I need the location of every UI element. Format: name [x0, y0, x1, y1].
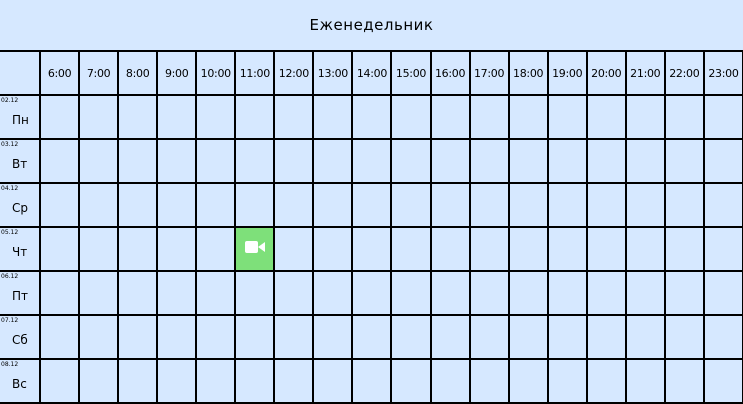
hour-header: 6:00: [40, 51, 79, 95]
time-slot[interactable]: [274, 271, 313, 315]
time-slot[interactable]: [40, 183, 79, 227]
time-slot[interactable]: [431, 183, 470, 227]
day-date: 05.12: [1, 229, 19, 236]
time-slot[interactable]: [665, 227, 704, 271]
time-slot[interactable]: [626, 95, 665, 139]
time-slot[interactable]: [235, 183, 274, 227]
time-slot[interactable]: [665, 315, 704, 359]
time-slot[interactable]: [431, 227, 470, 271]
time-slot[interactable]: [40, 315, 79, 359]
time-slot[interactable]: [587, 359, 626, 403]
weekly-schedule-grid: [0, 50, 743, 404]
day-date: 03.12: [1, 141, 19, 148]
time-slot[interactable]: [196, 183, 235, 227]
time-slot[interactable]: [587, 183, 626, 227]
time-slot[interactable]: [274, 359, 313, 403]
time-slot[interactable]: [313, 271, 352, 315]
time-slot[interactable]: [665, 139, 704, 183]
time-slot[interactable]: [274, 227, 313, 271]
time-slot[interactable]: [509, 315, 548, 359]
time-slot[interactable]: [704, 315, 743, 359]
time-slot[interactable]: [274, 139, 313, 183]
time-slot[interactable]: [352, 227, 391, 271]
day-date: 07.12: [1, 317, 19, 324]
day-name: Пт: [12, 289, 29, 303]
time-slot[interactable]: [118, 271, 157, 315]
time-slot[interactable]: [196, 359, 235, 403]
time-slot[interactable]: [196, 139, 235, 183]
day-label-cell: [0, 139, 40, 183]
day-label-cell: [0, 359, 40, 403]
hour-header: 8:00: [118, 51, 157, 95]
day-date: 02.12: [1, 97, 19, 104]
time-slot[interactable]: [79, 359, 118, 403]
time-slot[interactable]: [235, 139, 274, 183]
hour-header: 14:00: [352, 51, 391, 95]
time-slot[interactable]: [626, 315, 665, 359]
time-slot[interactable]: [274, 183, 313, 227]
time-slot[interactable]: [587, 271, 626, 315]
hour-header: 12:00: [274, 51, 313, 95]
time-slot[interactable]: [509, 271, 548, 315]
time-slot[interactable]: [79, 95, 118, 139]
time-slot[interactable]: [587, 227, 626, 271]
time-slot[interactable]: [391, 227, 430, 271]
time-slot[interactable]: [118, 315, 157, 359]
time-slot[interactable]: [704, 359, 743, 403]
time-slot[interactable]: [431, 95, 470, 139]
time-slot[interactable]: [40, 95, 79, 139]
time-slot[interactable]: [548, 271, 587, 315]
day-row: [0, 139, 743, 183]
time-slot[interactable]: [157, 359, 196, 403]
time-slot[interactable]: [313, 315, 352, 359]
time-slot[interactable]: [548, 95, 587, 139]
time-slot[interactable]: [665, 271, 704, 315]
time-slot[interactable]: [665, 359, 704, 403]
time-slot[interactable]: [313, 139, 352, 183]
time-slot[interactable]: [391, 271, 430, 315]
hour-header: 13:00: [313, 51, 352, 95]
time-slot[interactable]: [196, 315, 235, 359]
time-slot[interactable]: [352, 95, 391, 139]
video-camera-icon[interactable]: [244, 239, 266, 255]
time-slot[interactable]: [587, 315, 626, 359]
hour-header: 10:00: [196, 51, 235, 95]
day-row: [0, 227, 743, 271]
day-row: [0, 359, 743, 403]
time-slot[interactable]: [274, 95, 313, 139]
time-slot[interactable]: [431, 139, 470, 183]
day-name: Чт: [12, 245, 28, 259]
time-slot[interactable]: [196, 227, 235, 271]
time-slot[interactable]: [157, 95, 196, 139]
hour-header: 16:00: [431, 51, 470, 95]
time-slot[interactable]: [157, 139, 196, 183]
time-slot[interactable]: [352, 183, 391, 227]
hours-header-row: [0, 51, 743, 95]
time-slot[interactable]: [235, 271, 274, 315]
day-name: Вт: [12, 157, 28, 171]
day-row: [0, 183, 743, 227]
time-slot[interactable]: [157, 315, 196, 359]
time-slot[interactable]: [431, 315, 470, 359]
time-slot[interactable]: [79, 315, 118, 359]
hour-header: 11:00: [235, 51, 274, 95]
time-slot[interactable]: [40, 139, 79, 183]
time-slot[interactable]: [548, 359, 587, 403]
time-slot[interactable]: [40, 271, 79, 315]
time-slot[interactable]: [157, 183, 196, 227]
time-slot[interactable]: [626, 271, 665, 315]
time-slot[interactable]: [313, 359, 352, 403]
time-slot[interactable]: [274, 315, 313, 359]
time-slot[interactable]: [509, 183, 548, 227]
time-slot[interactable]: [79, 271, 118, 315]
time-slot[interactable]: [509, 139, 548, 183]
time-slot[interactable]: [313, 227, 352, 271]
hour-header: 23:00: [704, 51, 743, 95]
time-slot[interactable]: [196, 95, 235, 139]
day-label-cell: [0, 95, 40, 139]
time-slot[interactable]: [548, 139, 587, 183]
time-slot[interactable]: [79, 139, 118, 183]
day-name: Пн: [12, 113, 29, 127]
time-slot[interactable]: [587, 95, 626, 139]
time-slot[interactable]: [626, 227, 665, 271]
time-slot[interactable]: [118, 183, 157, 227]
day-date: 06.12: [1, 273, 19, 280]
time-slot[interactable]: [509, 359, 548, 403]
day-row: [0, 95, 743, 139]
day-name: Ср: [12, 201, 28, 215]
day-label-cell: [0, 183, 40, 227]
time-slot[interactable]: [352, 359, 391, 403]
time-slot[interactable]: [40, 359, 79, 403]
time-slot[interactable]: [470, 139, 509, 183]
time-slot[interactable]: [704, 95, 743, 139]
day-row: [0, 271, 743, 315]
time-slot[interactable]: [470, 227, 509, 271]
time-slot[interactable]: [509, 95, 548, 139]
time-slot[interactable]: [704, 271, 743, 315]
time-slot[interactable]: [470, 315, 509, 359]
time-slot[interactable]: [548, 315, 587, 359]
time-slot[interactable]: [548, 227, 587, 271]
hour-header: 15:00: [391, 51, 430, 95]
hour-header: 21:00: [626, 51, 665, 95]
day-label-cell: [0, 227, 40, 271]
day-name: Вс: [12, 377, 27, 391]
page-title: Еженедельник: [309, 16, 434, 34]
time-slot[interactable]: [704, 139, 743, 183]
day-name: Сб: [12, 333, 28, 347]
hour-header: 22:00: [665, 51, 704, 95]
time-slot[interactable]: [626, 183, 665, 227]
time-slot[interactable]: [157, 227, 196, 271]
hour-header: 19:00: [548, 51, 587, 95]
time-slot[interactable]: [235, 95, 274, 139]
time-slot[interactable]: [118, 227, 157, 271]
time-slot[interactable]: [470, 359, 509, 403]
time-slot[interactable]: [509, 227, 548, 271]
time-slot[interactable]: [157, 271, 196, 315]
time-slot[interactable]: [79, 227, 118, 271]
time-slot[interactable]: [118, 139, 157, 183]
hour-header: 7:00: [79, 51, 118, 95]
time-slot[interactable]: [626, 359, 665, 403]
time-slot[interactable]: [352, 271, 391, 315]
time-slot[interactable]: [313, 183, 352, 227]
time-slot[interactable]: [391, 183, 430, 227]
hour-header: 18:00: [509, 51, 548, 95]
day-label-cell: [0, 271, 40, 315]
time-slot[interactable]: [391, 359, 430, 403]
time-slot[interactable]: [431, 271, 470, 315]
time-slot[interactable]: [118, 359, 157, 403]
time-slot[interactable]: [391, 139, 430, 183]
time-slot[interactable]: [626, 139, 665, 183]
time-slot[interactable]: [665, 183, 704, 227]
hour-header: 9:00: [157, 51, 196, 95]
day-row: [0, 315, 743, 359]
time-slot[interactable]: [470, 183, 509, 227]
hour-header: 17:00: [470, 51, 509, 95]
time-slot[interactable]: [118, 95, 157, 139]
time-slot[interactable]: [391, 95, 430, 139]
time-slot[interactable]: [391, 315, 430, 359]
day-date: 04.12: [1, 185, 19, 192]
day-date: 08.12: [1, 361, 19, 368]
time-slot[interactable]: [313, 95, 352, 139]
time-slot[interactable]: [704, 183, 743, 227]
time-slot[interactable]: [79, 183, 118, 227]
time-slot[interactable]: [235, 359, 274, 403]
time-slot[interactable]: [470, 271, 509, 315]
time-slot[interactable]: [40, 227, 79, 271]
time-slot[interactable]: [235, 315, 274, 359]
time-slot[interactable]: [548, 183, 587, 227]
time-slot[interactable]: [352, 315, 391, 359]
time-slot[interactable]: [352, 139, 391, 183]
time-slot[interactable]: [704, 227, 743, 271]
event-slot[interactable]: [235, 227, 274, 271]
time-slot[interactable]: [470, 95, 509, 139]
grid-corner: [0, 51, 40, 95]
time-slot[interactable]: [665, 95, 704, 139]
time-slot[interactable]: [196, 271, 235, 315]
hour-header: 20:00: [587, 51, 626, 95]
time-slot[interactable]: [587, 139, 626, 183]
day-label-cell: [0, 315, 40, 359]
time-slot[interactable]: [431, 359, 470, 403]
